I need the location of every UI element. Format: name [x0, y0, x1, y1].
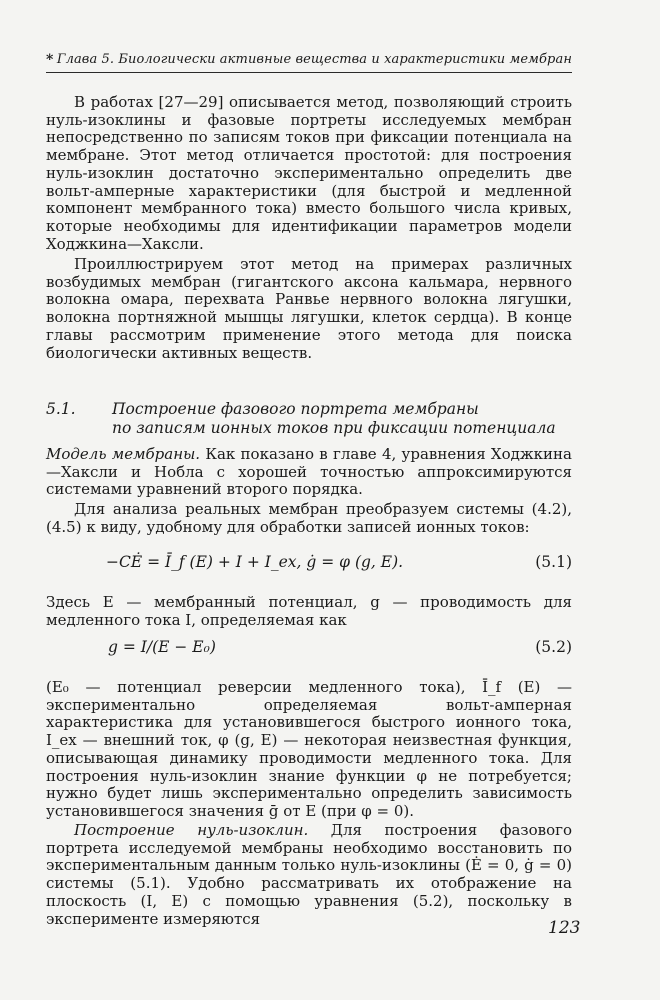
explanation-paragraph: (E₀ — потенциал реверсии медленного тока), Ī_f (E) — экспериментально определяемая вольт-амперная характеристика для установившегося быстрого ионного тока, I_ex — внешний ток, φ (g, E) — некоторая неизвестная функция, описывающая динамику проводимости медленного тока. Для построения нуль-изоклин знание функции φ не потребуется; нужно будет лишь экспериментально определить зависимость установившегося значения ḡ от E (при φ = 0). — [46, 678, 572, 820]
equation-5-1 — [46, 553, 572, 575]
nullcline-lead: Построение нуль-изоклин. — [74, 821, 309, 839]
equation-5-1-body: −CĖ = Ī_f (E) + I + I_ex, ġ = φ (g, E). — [106, 553, 404, 571]
equation-5-1-number: (5.1) — [535, 553, 572, 571]
page-number: 123 — [548, 918, 581, 938]
section-title-line-2: по записям ионных токов при фиксации потенциала — [112, 419, 556, 437]
intro-paragraph-2: Проиллюстрируем этот метод на примерах различных возбудимых мембран (гигантского аксона кальмара, нервного волокна омара, перехвата Ранвье нервного волокна лягушки, волокна портняжной мышцы лягушки, клеток сердца). В конце главы рассмотрим применение этого метода для поиска биологически активных веществ. — [46, 255, 572, 362]
nullcline-text: Для построения фазового портрета исследуемой мембраны необходимо восстановить по экспериментальным данным только нуль-изоклины (Ė = 0, ġ = 0) системы (5.1). Удобно рассматривать их отображение на плоскость (I, E) с помощью уравнения (5.2), поскольку в эксперименте измеряются — [46, 821, 572, 928]
model-paragraph-2: Для анализа реальных мембран преобразуем системы (4.2), (4.5) к виду, удобному для обработки записей ионных токов: — [46, 500, 572, 536]
model-lead: Модель мембраны. — [46, 445, 201, 463]
equation-5-2-body: g = I/(E − E₀) — [108, 638, 216, 656]
model-text: Как показано в главе 4, уравнения Ходжкина—Хаксли и Нобла с хорошей точностью аппроксимируются системами уравнений второго порядка. — [46, 445, 572, 499]
model-paragraph — [46, 446, 572, 499]
section-title-line-1: Построение фазового портрета мембраны — [112, 400, 479, 418]
running-header — [46, 50, 572, 73]
definition-paragraph: Здесь E — мембранный потенциал, g — проводимость для медленного тока I, определяемая как — [46, 593, 572, 629]
equation-5-2-number: (5.2) — [535, 638, 572, 656]
running-title: Глава 5. Биологически активные вещества и характеристики мембран — [56, 52, 572, 67]
nullcline-paragraph — [46, 822, 572, 928]
intro-paragraph-1: В работах [27—29] описывается метод, позволяющий строить нуль-изоклины и фазовые портреты исследуемых мембран непосредственно по записям токов при фиксации потенциала на мембране. Этот метод отличается простотой: для построения нуль-изоклин достаточно экспериментально определить две вольт-амперные характеристики (для быстрой и медленной компонент мембранного тока) вместо большого числа кривых, которые необходимы для идентификации параметров модели Ходжкина—Хаксли. — [46, 93, 572, 253]
equation-5-2 — [46, 638, 572, 660]
section-number: 5.1. — [46, 400, 76, 418]
header-marker: * — [46, 52, 54, 68]
